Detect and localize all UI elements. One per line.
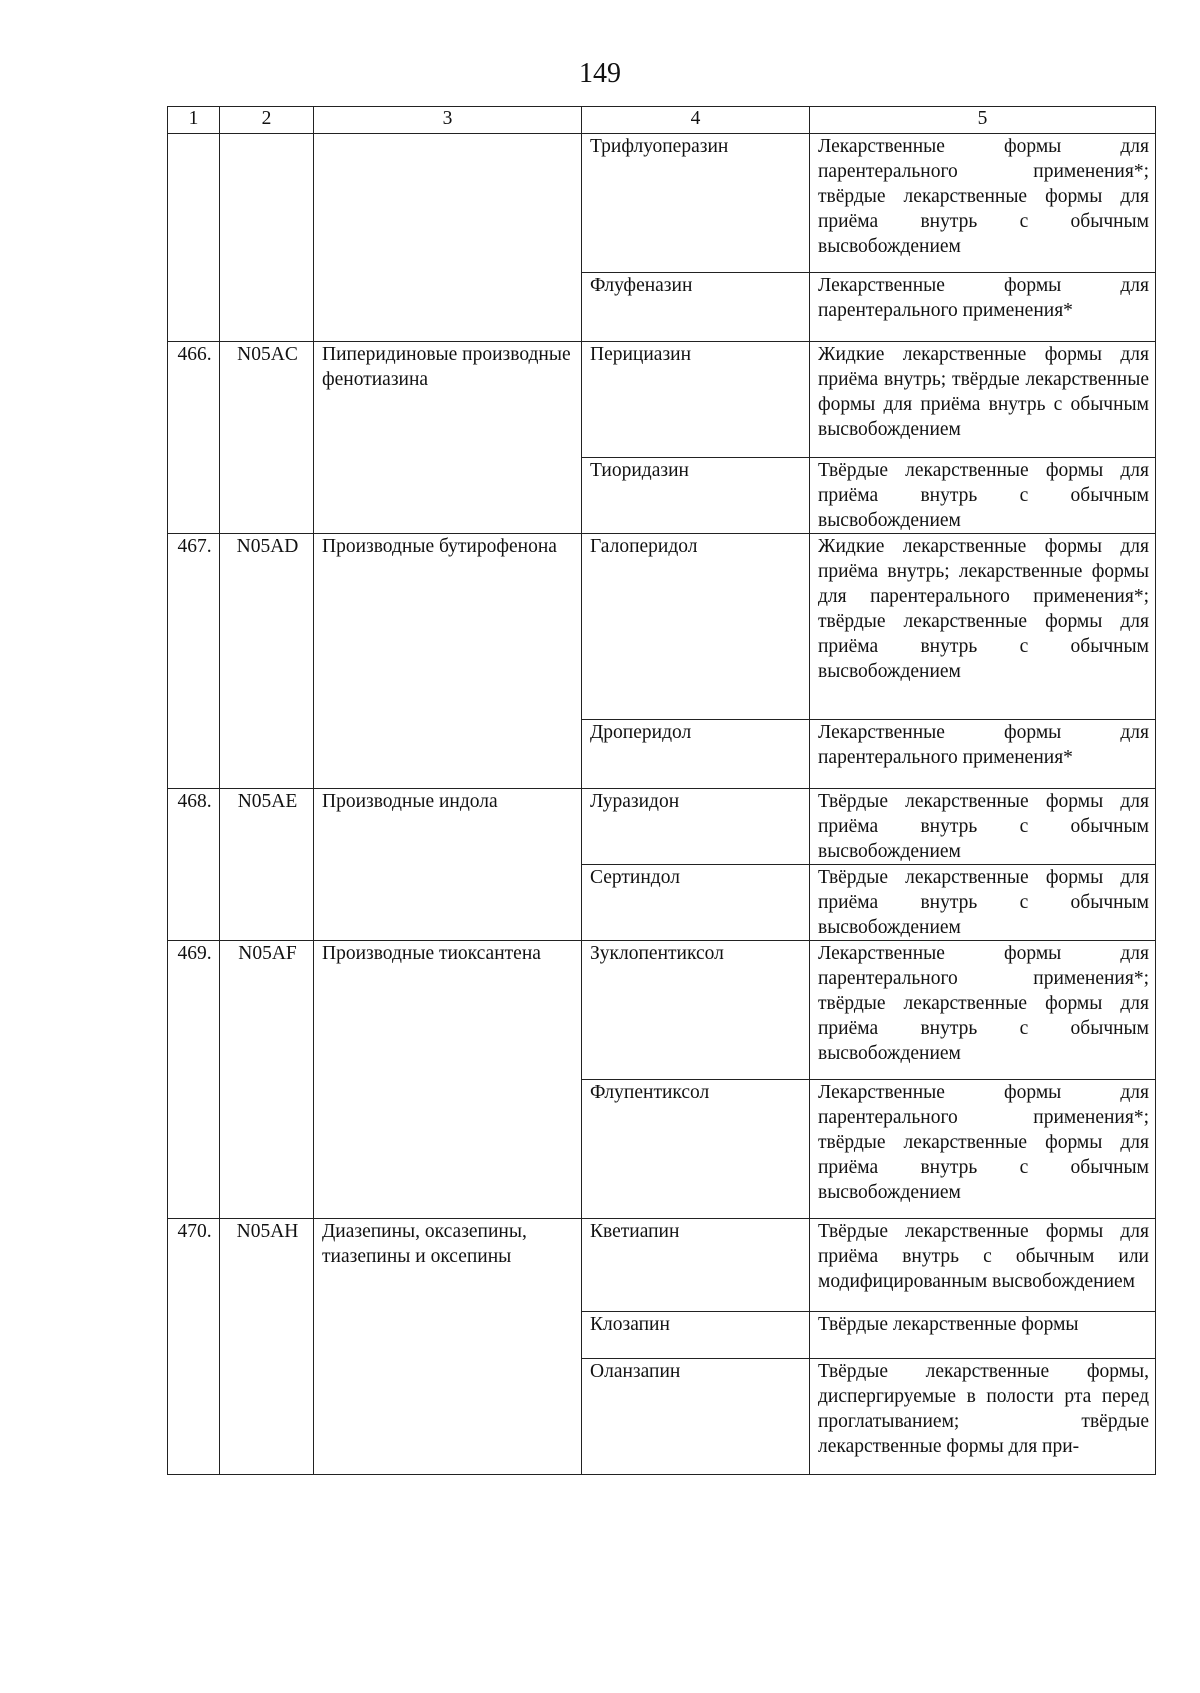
drug-name: Трифлуоперазин <box>582 134 810 273</box>
atc-code: N05AF <box>220 941 314 1219</box>
atc-code: N05AE <box>220 789 314 941</box>
group-name: Производные индола <box>314 789 582 941</box>
atc-code <box>220 134 314 342</box>
row-number: 466. <box>168 342 220 534</box>
column-header-1: 1 <box>168 107 220 134</box>
dosage-forms: Лекарственные формы для парентерального применения*; твёрдые лекарственные формы для приёма внутрь с обычным высвобождением <box>810 1080 1156 1219</box>
row-number <box>168 134 220 342</box>
dosage-forms: Лекарственные формы для парентерального применения*; твёрдые лекарственные формы для приёма внутрь с обычным высвобождением <box>810 134 1156 273</box>
atc-code: N05AH <box>220 1219 314 1475</box>
drug-registry-table <box>167 106 1156 1475</box>
dosage-forms: Твёрдые лекарственные формы для приёма внутрь с обычным или модифицированным высвобождением <box>810 1219 1156 1312</box>
table-row <box>168 1219 1156 1312</box>
dosage-forms: Жидкие лекарственные формы для приёма внутрь; лекарственные формы для парентерального применения*; твёрдые лекарственные формы для приёма внутрь с обычным высвобождением <box>810 534 1156 720</box>
column-header-5: 5 <box>810 107 1156 134</box>
drug-name: Зуклопентиксол <box>582 941 810 1080</box>
row-number: 467. <box>168 534 220 789</box>
dosage-forms: Твёрдые лекарственные формы для приёма внутрь с обычным высвобождением <box>810 789 1156 865</box>
dosage-forms: Лекарственные формы для парентерального применения*; твёрдые лекарственные формы для приёма внутрь с обычным высвобождением <box>810 941 1156 1080</box>
table-row <box>168 342 1156 458</box>
group-name: Диазепины, оксазепины, тиазепины и оксепины <box>314 1219 582 1475</box>
drug-name: Луразидон <box>582 789 810 865</box>
row-number: 469. <box>168 941 220 1219</box>
table-row <box>168 941 1156 1080</box>
drug-name: Тиоридазин <box>582 458 810 534</box>
drug-name: Флупентиксол <box>582 1080 810 1219</box>
table-row <box>168 134 1156 273</box>
atc-code: N05AC <box>220 342 314 534</box>
row-number: 468. <box>168 789 220 941</box>
group-name: Производные тиоксантена <box>314 941 582 1219</box>
column-header-3: 3 <box>314 107 582 134</box>
drug-name: Оланзапин <box>582 1359 810 1475</box>
dosage-forms: Твёрдые лекарственные формы <box>810 1312 1156 1359</box>
column-header-2: 2 <box>220 107 314 134</box>
dosage-forms: Твёрдые лекарственные формы для приёма внутрь с обычным высвобождением <box>810 865 1156 941</box>
page-number: 149 <box>579 58 621 89</box>
header-row <box>168 107 1156 134</box>
group-name: Пиперидиновые производные фенотиазина <box>314 342 582 534</box>
drug-name: Перициазин <box>582 342 810 458</box>
table-row <box>168 534 1156 720</box>
dosage-forms: Жидкие лекарственные формы для приёма внутрь; твёрдые лекарственные формы для приёма внутрь с обычным высвобождением <box>810 342 1156 458</box>
drug-name: Галоперидол <box>582 534 810 720</box>
table-row <box>168 789 1156 865</box>
group-name: Производные бутирофенона <box>314 534 582 789</box>
atc-code: N05AD <box>220 534 314 789</box>
dosage-forms: Лекарственные формы для парентерального применения* <box>810 273 1156 342</box>
dosage-forms: Лекарственные формы для парентерального применения* <box>810 720 1156 789</box>
drug-name: Сертиндол <box>582 865 810 941</box>
group-name <box>314 134 582 342</box>
drug-name: Флуфеназин <box>582 273 810 342</box>
drug-name: Кветиапин <box>582 1219 810 1312</box>
drug-name: Клозапин <box>582 1312 810 1359</box>
drug-name: Дроперидол <box>582 720 810 789</box>
row-number: 470. <box>168 1219 220 1475</box>
dosage-forms: Твёрдые лекарственные формы для приёма внутрь с обычным высвобождением <box>810 458 1156 534</box>
dosage-forms: Твёрдые лекарственные формы, диспергируемые в полости рта перед проглатыванием; твёрдые лекарственные формы для при- <box>810 1359 1156 1475</box>
column-header-4: 4 <box>582 107 810 134</box>
